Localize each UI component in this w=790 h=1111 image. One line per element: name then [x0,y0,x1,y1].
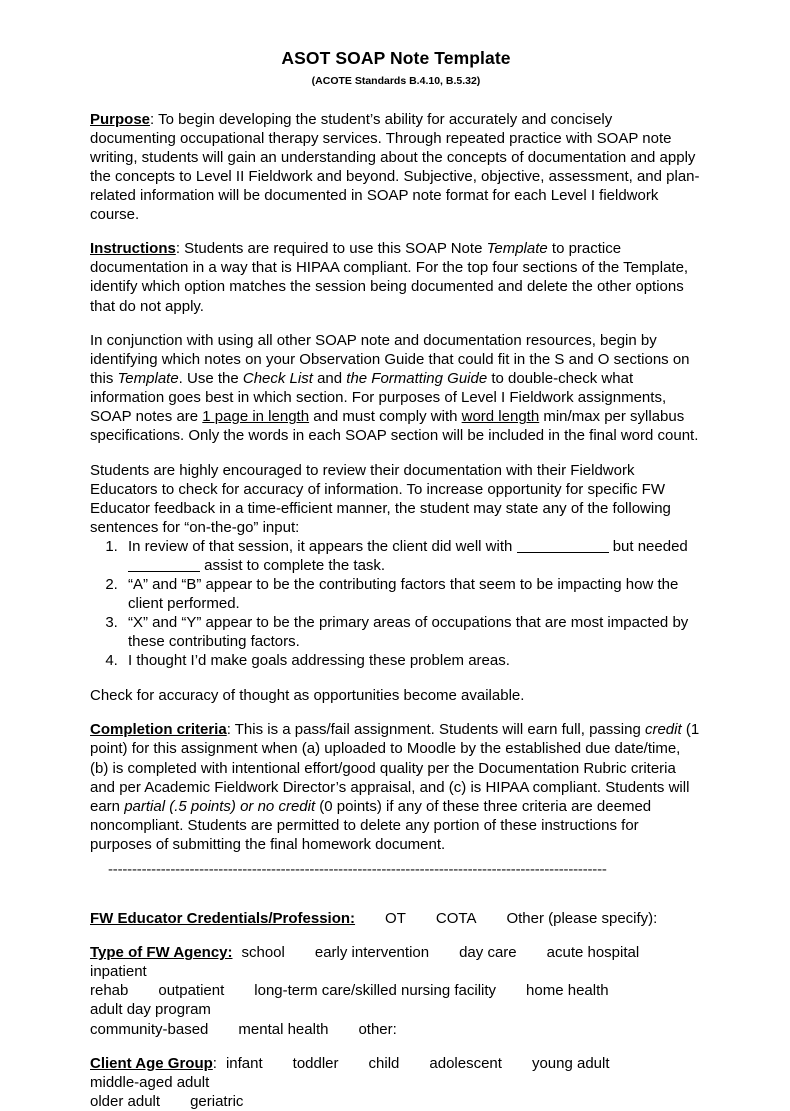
client-age-option-toddler[interactable]: toddler [292,1055,339,1073]
fw-agency-option-home-health[interactable]: home health [526,982,609,1000]
sentence-starters-list [90,537,702,670]
purpose-text: : To begin developing the student’s ability for accurately and concisely documenting occupational therapy services. Through repeated practice with SOAP note writing, students will gain an understanding about the concepts of documentation and apply the concepts to Level II Fieldwork and beyond. Subjective, objective, assessment, and plan-related information will be documented in SOAP note format for each Level I fieldwork course. [90,110,700,223]
client-age-option-young-adult[interactable]: young adult [531,1055,610,1073]
client-age-option-adolescent[interactable]: adolescent [429,1055,502,1073]
instructions-text-1: : Students are required to use this SOAP Note [175,240,487,258]
fw-agency-option-day-care[interactable]: day care [459,944,517,962]
fw-agency-option-adult-day-program[interactable]: adult day program [90,1001,211,1019]
conjunction-underline-one-page: 1 page in length [202,408,310,426]
blank-fill-1[interactable] [517,552,609,553]
section-divider: -------------------------------------------------------------------------------------------------------- [108,860,607,878]
client-age-option-infant[interactable]: infant [225,1055,263,1073]
fw-agency-option-early-intervention[interactable]: early intervention [314,944,430,962]
conjunction-text-6: min/max per syllabus specifications. Only the words in each SOAP section will be included in the final word count. [90,408,699,445]
fw-agency-option-longterm-care[interactable]: long-term care/skilled nursing facility [254,982,497,1000]
purpose-heading: Purpose [90,110,151,128]
conjunction-italic-formatting-guide: the Formatting Guide [346,370,488,388]
instructions-heading: Instructions [90,240,176,258]
completion-text-1: : This is a pass/fail assignment. Students will earn full, passing [226,721,645,739]
list-item-1-text-1: In review of that session, it appears the client did well with [128,538,517,556]
review-paragraph: Students are highly encouraged to review their documentation with their Fieldwork Educators to check for accuracy of information. To increase opportunity for specific FW Educator feedback in a time-efficient manner, the student may state any of the following sentences for “on-the-go” input: [90,461,671,536]
completion-italic-credit: credit [644,721,682,739]
instructions-text-2: to practice documentation in a way that is HIPAA compliant. For the top four sections of the Template, identify which option matches the session being documented and delete the other options that do not apply. [90,240,689,315]
conjunction-text-4: to double-check what information goes best in which section. For purposes of Level I Fieldwork assignments, SOAP notes are [90,370,667,426]
instructions-paragraph [90,239,702,315]
fw-agency-label: Type of FW Agency: [90,944,233,962]
completion-italic-partial: partial (.5 points) or no credit [124,797,316,815]
client-age-option-middle-aged-adult[interactable]: middle-aged adult [90,1074,210,1092]
completion-text-3: (0 points) if any of these three criteria are deemed noncompliant. Students are permitted to delete any portion of these instructions for purposes of submitting the final homework document. [90,797,652,853]
page-subtitle: (ACOTE Standards B.4.10, B.5.32) [311,75,481,87]
fw-educator-option-ot[interactable]: OT [385,909,406,927]
fw-educator-option-cota[interactable]: COTA [435,909,477,927]
check-accuracy-paragraph: Check for accuracy of thought as opportunities become available. [90,686,525,704]
fw-agency-type-row [90,943,702,1038]
list-item-1-text-2: but needed [608,538,688,556]
client-age-label: Client Age Group [90,1055,213,1073]
client-age-group-row [90,1054,702,1111]
fw-agency-option-school[interactable]: school [241,944,285,962]
purpose-paragraph [90,110,702,224]
instructions-italic-template: Template [486,240,548,258]
conjunction-text-5: and must comply with [309,408,462,426]
client-age-option-geriatric[interactable]: geriatric [190,1093,244,1111]
blank-fill-2[interactable] [128,571,200,572]
client-age-colon: : [212,1055,217,1073]
conjunction-text-3: and [312,370,347,388]
client-age-option-child[interactable]: child [368,1055,400,1073]
fw-agency-option-outpatient[interactable]: outpatient [158,982,225,1000]
list-item: 2. “A” and “B” appear to be the contributing factors that seem to be impacting how the client performed. [122,575,702,613]
completion-text-2: (1 point) for this assignment when (a) uploaded to Moodle by the established due date/time, (b) is completed with intentional effort/good quality per the Documentation Rubric criteria and per Academic Fieldwork Director’s appraisal, and (c) is HIPAA compliant. Students will earn [90,721,700,815]
fw-agency-option-other[interactable]: other: [358,1020,397,1038]
fw-educator-label: FW Educator Credentials/Profession: [90,909,356,927]
conjunction-underline-word-length: word length [461,408,540,426]
conjunction-text-1: In conjunction with using all other SOAP note and documentation resources, begin by identifying which notes on your Observation Guide that could fit in the S and O sections on this [90,332,690,388]
fw-educator-option-other[interactable]: Other (please specify): [506,909,658,927]
conjunction-italic-checklist: Check List [242,370,313,388]
fw-agency-option-mental-health[interactable]: mental health [238,1020,329,1038]
conjunction-italic-template: Template [117,370,179,388]
conjunction-paragraph [90,331,702,445]
fw-agency-option-acute-hospital[interactable]: acute hospital [546,944,640,962]
list-item: 4. I thought I’d make goals addressing these problem areas. [122,651,702,670]
completion-heading: Completion criteria [90,721,227,739]
page-title: ASOT SOAP Note Template [281,48,511,68]
fw-agency-option-inpatient[interactable]: inpatient [90,963,147,981]
list-item: 3. “X” and “Y” appear to be the primary areas of occupations that are most impacted by these contributing factors. [122,613,702,651]
conjunction-text-2: . Use the [178,370,243,388]
list-item-1-text-3: assist to complete the task. [200,557,386,575]
fw-educator-credentials-row [90,909,702,928]
list-item [122,537,702,575]
client-age-option-older-adult[interactable]: older adult [90,1093,161,1111]
fw-agency-option-rehab[interactable]: rehab [90,982,129,1000]
completion-criteria-paragraph [90,720,702,853]
fw-agency-option-community-based[interactable]: community-based [90,1020,209,1038]
